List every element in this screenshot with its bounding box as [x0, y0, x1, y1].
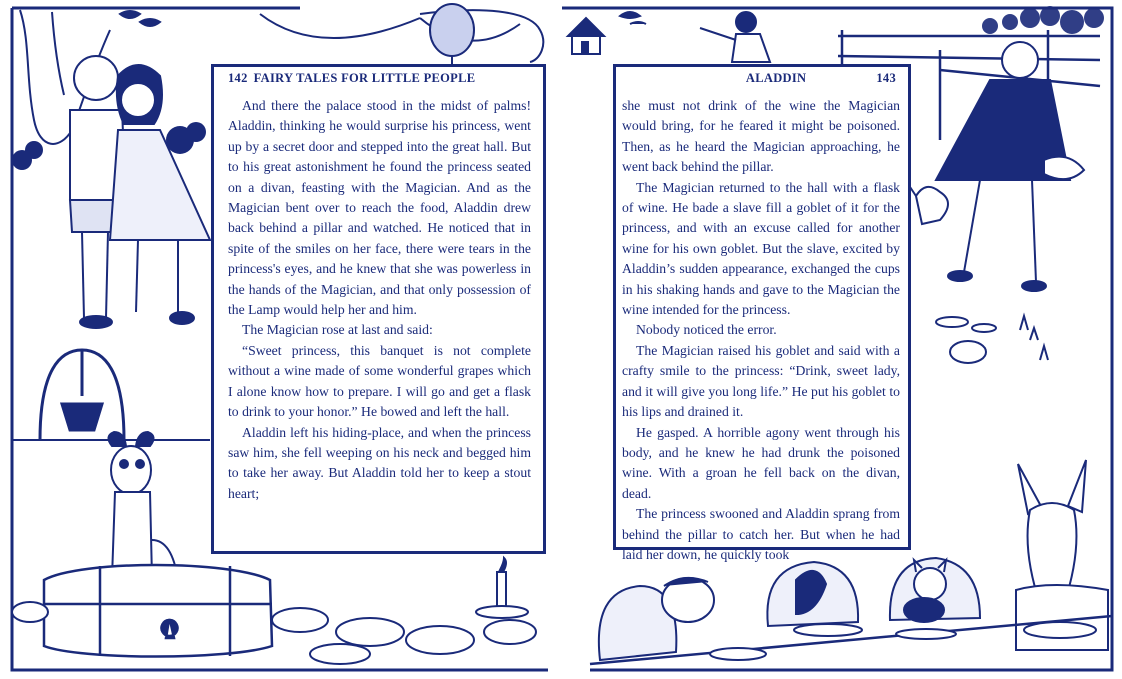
right-paragraph: The Magician raised his goblet and said with a crafty smile to the princess: “Drink, sweet lady, and it will give you long life.” He put his goblet to his lips and drained it.: [622, 342, 900, 420]
left-running-title: FAIRY TALES FOR LITTLE PEOPLE: [253, 71, 476, 85]
right-page-number: 143: [876, 71, 896, 85]
right-text-panel: [613, 64, 911, 562]
treasure-chest: [44, 565, 272, 657]
left-paragraph: Aladdin left his hiding-place, and when the princess saw him, she fell weeping on his neck and begged him to take her away. But Aladdin told her to keep a stout heart;: [228, 424, 531, 501]
right-running-title: ALADDIN: [745, 71, 807, 85]
left-page-number: 142: [228, 71, 248, 85]
left-paragraph: And there the palace stood in the midst of palms! Aladdin, thinking he would surprise his princess, went up by a secret door and stepped into the great hall. But to his great astonishment he found the princess seated on a divan, feasting with the Magician. And as the Magician bent over to reach the food, Aladdin drew back behind a pillar and watched. He noticed that in spite of the smiles on her face, there were tears in the princess's eyes, and he knew that she was powerless in the hands of the Magician, and that only possession of the Lamp would help her and him.: [228, 98, 531, 318]
cottage-figure: [568, 18, 604, 54]
left-body-text: [228, 96, 531, 504]
right-page: [560, 0, 1122, 679]
right-paragraph: The princess swooned and Aladdin sprang from behind the pillar to catch her. But when he had laid her down, he quickly took: [622, 506, 900, 562]
right-paragraph: Nobody noticed the error.: [636, 322, 777, 338]
girl-figure: [110, 65, 210, 324]
right-running-head: [622, 71, 900, 86]
left-paragraph: The Magician rose at last and said:: [242, 322, 433, 338]
right-paragraph: The Magician returned to the hall with a flask of wine. He bade a slave fill a goblet of it for the princess, and with an excuse called for another wine for his own goblet. But the slave, excited by Aladdin’s sudden appearance, exchanged the cups in his shaking hands and gave to the Magician the wine intended for the princess.: [622, 179, 900, 318]
duck-figure: [1044, 157, 1084, 179]
left-paragraph: “Sweet princess, this banquet is not complete without a wine made of some wonderful grapes which I alone know how to prepare. I will go and get a flask to drink to your honor.” He bowed and left the hall.: [228, 342, 531, 420]
animal-guest-left: [662, 578, 766, 660]
right-paragraph: He gasped. A horrible agony went through his body, and he knew he had drunk the poisoned wine. With a groan he fell back on the divan, dead.: [622, 424, 900, 501]
left-running-head: [228, 71, 531, 86]
right-body-text: [622, 96, 900, 565]
arch-lamp: [40, 350, 124, 440]
left-page: [0, 0, 552, 679]
candle-icon: [476, 558, 528, 618]
dog-figure: [108, 432, 178, 580]
left-text-panel: [211, 64, 546, 554]
right-paragraph: she must not drink of the wine the Magician would bring, for he feared it might be poisoned. Then, as he heard the Magician approaching, he went back behind the pillar.: [622, 98, 900, 175]
running-boy-figure: [700, 12, 770, 62]
